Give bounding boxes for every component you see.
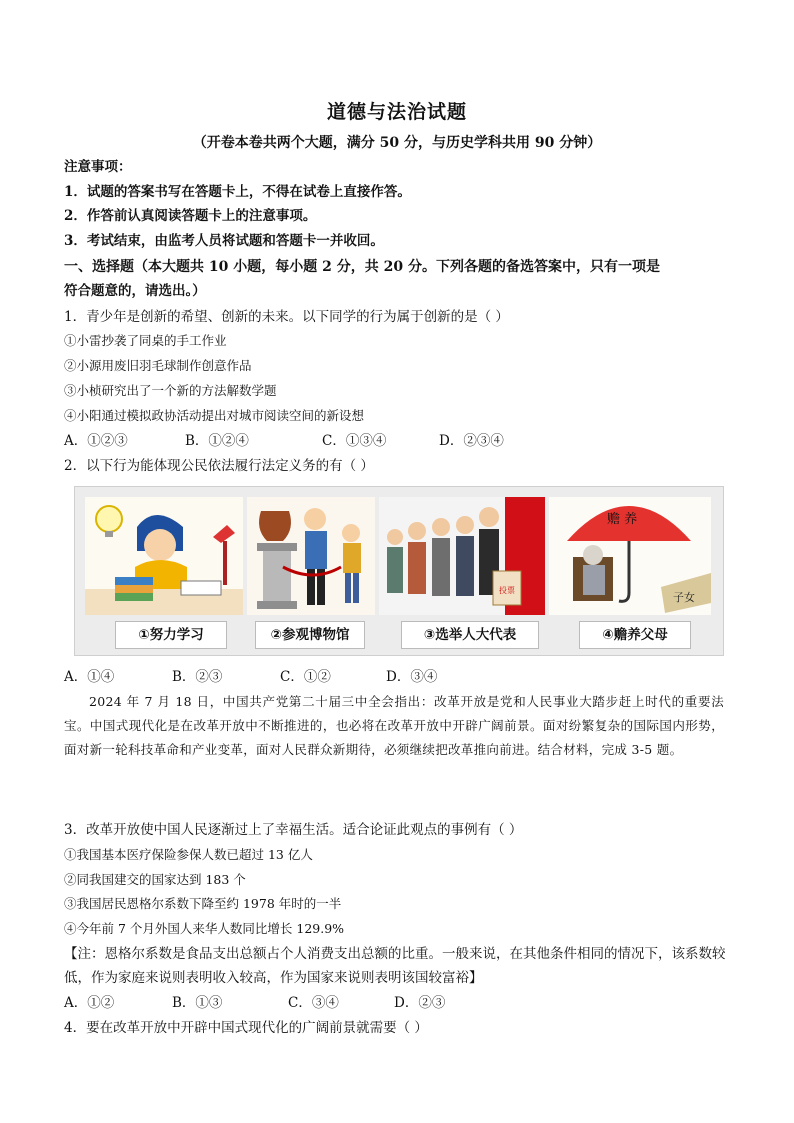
election-illustration <box>379 497 545 615</box>
ballot-box-label: 投票 <box>499 586 515 595</box>
option-a[interactable]: A．①②③ <box>64 433 128 449</box>
caption-museum: ②参观博物馆 <box>255 621 365 649</box>
reading-material: 2024 年 7 月 18 日，中国共产党第二十届三中全会指出：改革开放是党和人民事业大踏步赶上时代的重要法宝。中国式现代化是在改革开放中不断推进的，也必将在改革开放中开辟广阔前景。面对纷繁复杂的国际国内形势，面对新一轮科技革命和产业变革，面对人民群众新期待，必须继续把改革推向前进。结合材料，完成 3-5 题。 <box>64 694 724 757</box>
page-title: 道德与法治试题 <box>326 101 467 123</box>
caption-studying: ①努力学习 <box>115 621 227 649</box>
question-2-options <box>64 667 437 687</box>
question-1-item: ③小桢研究出了一个新的方法解数学题 <box>64 383 277 398</box>
question-3-options <box>64 993 445 1013</box>
notice-item: 3．考试结束，由监考人员将试题和答题卡一并收回。 <box>64 233 384 249</box>
studying-illustration <box>85 497 243 615</box>
option-a[interactable]: A．①④ <box>64 669 115 685</box>
question-3-item: ④今年前 7 个月外国人来华人数同比增长 129.9% <box>64 921 345 936</box>
option-b[interactable]: B．②③ <box>172 669 223 685</box>
option-c[interactable]: C．③④ <box>288 995 339 1011</box>
supporting-parents-illustration <box>549 497 711 615</box>
question-4-stem: 4．要在改革开放中开辟中国式现代化的广阔前景就需要（ ） <box>64 1020 428 1036</box>
question-3-note: 【注：恩格尔系数是食品支出总额占个人消费支出总额的比重。一般来说，在其他条件相同的情况下，该系数较低，作为家庭来说则表明收入较高，作为国家来说则表明该国较富裕】 <box>64 946 726 986</box>
option-c[interactable]: C．①② <box>280 669 331 685</box>
section-heading-cont: 符合题意的，请选出。） <box>64 283 206 299</box>
umbrella-text: 赡 养 <box>607 512 638 527</box>
section-heading: 一、选择题（本大题共 10 小题，每小题 2 分，共 20 分。下列各题的备选答案中，只有一项是 <box>64 259 660 275</box>
question-3-stem: 3．改革开放使中国人民逐渐过上了幸福生活。适合论证此观点的事例有（ ） <box>64 822 523 838</box>
caption-election: ③选举人大代表 <box>401 621 539 649</box>
option-c[interactable]: C．①③④ <box>322 433 387 449</box>
question-3-item: ③我国居民恩格尔系数下降至约 1978 年时的一半 <box>64 896 342 911</box>
option-a[interactable]: A．①② <box>64 995 115 1011</box>
option-d[interactable]: D．③④ <box>386 669 438 685</box>
question-3-item: ②同我国建交的国家达到 183 个 <box>64 872 246 887</box>
question-1-item: ②小源用废旧羽毛球制作创意作品 <box>64 358 252 373</box>
option-b[interactable]: B．①③ <box>172 995 223 1011</box>
caption-supporting-parents: ④赡养父母 <box>579 621 691 649</box>
question-2-stem: 2．以下行为能体现公民依法履行法定义务的有（ ） <box>64 458 374 474</box>
question-1-item: ④小阳通过模拟政协活动提出对城市阅读空间的新设想 <box>64 408 365 423</box>
question-3-item: ①我国基本医疗保险参保人数已超过 13 亿人 <box>64 847 313 862</box>
page-subtitle: （开卷本卷共两个大题，满分 50 分，与历史学科共用 90 分钟） <box>192 135 602 151</box>
question-1-stem: 1．青少年是创新的希望、创新的未来。以下同学的行为属于创新的是（ ） <box>64 309 509 325</box>
sleeve-text: 子女 <box>673 591 695 604</box>
question-1-options <box>64 431 504 451</box>
notice-item: 1．试题的答案书写在答题卡上，不得在试卷上直接作答。 <box>64 184 411 200</box>
notice-heading: 注意事项： <box>64 159 132 175</box>
option-b[interactable]: B．①②④ <box>185 433 249 449</box>
option-d[interactable]: D．②③④ <box>439 433 504 449</box>
option-d[interactable]: D．②③ <box>394 995 446 1011</box>
question-1-item: ①小雷抄袭了同桌的手工作业 <box>64 333 227 348</box>
question-2-image-panel <box>74 486 724 656</box>
notice-item: 2．作答前认真阅读答题卡上的注意事项。 <box>64 208 317 224</box>
museum-illustration <box>247 497 375 615</box>
